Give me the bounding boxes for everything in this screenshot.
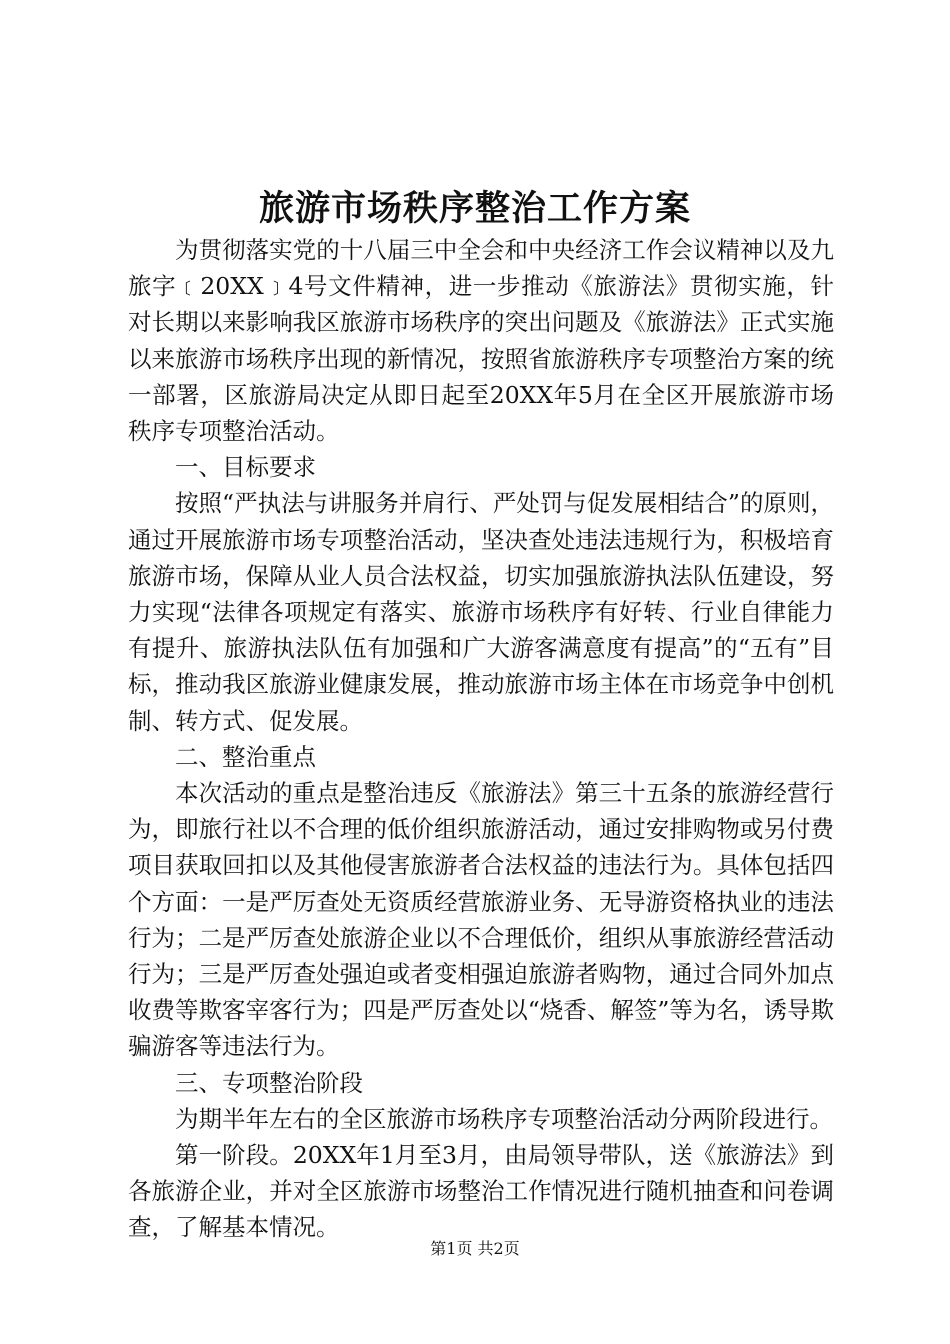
document-title: 旅游市场秩序整治工作方案 [258, 188, 691, 229]
document-body [128, 232, 834, 1246]
paragraph-intro: 为贯彻落实党的十八届三中全会和中央经济工作会议精神以及九旅字﹝20XX﹞4号文件精神，进一步推动《旅游法》贯彻实施，针对长期以来影响我区旅游市场秩序的突出问题及《旅游法》正式实施以来旅游市场秩序出现的新情况，按照省旅游秩序专项整治方案的统一部署，区旅游局决定从即日起至20XX年5月在全区开展旅游市场秩序专项整治活动。 [128, 236, 834, 446]
section-heading-stages: 三、专项整治阶段 [175, 1068, 363, 1097]
paragraph-stages: 为期半年左右的全区旅游市场秩序专项整治活动分两阶段进行。 [175, 1104, 833, 1133]
section-heading-focus: 二、整治重点 [175, 742, 316, 771]
paragraph-stage-one: 第一阶段。20XX年1月至3月，由局领导带队，送《旅游法》到各旅游企业，并对全区旅游市场整治工作情况进行随机抽查和问卷调查，了解基本情况。 [128, 1141, 834, 1242]
section-heading-goals: 一、目标要求 [175, 453, 316, 482]
paragraph-focus: 本次活动的重点是整治违反《旅游法》第三十五条的旅游经营行为，即旅行社以不合理的低价组织旅游活动，通过安排购物或另付费项目获取回扣以及其他侵害旅游者合法权益的违法行为。具体包括四个方面：一是严厉查处无资质经营旅游业务、无导游资格执业的违法行为；二是严厉查处旅游企业以不合理低价，组织从事旅游经营活动行为；三是严厉查处强迫或者变相强迫旅游者购物，通过合同外加点收费等欺客宰客行为；四是严厉查处以“烧香、解签”等为名，诱导欺骗游客等违法行为。 [128, 779, 834, 1061]
paragraph-goals: 按照“严执法与讲服务并肩行、严处罚与促发展相结合”的原则，通过开展旅游市场专项整治活动，坚决查处违法违规行为，积极培育旅游市场，保障从业人员合法权益，切实加强旅游执法队伍建设，努力实现“法律各项规定有落实、旅游市场秩序有好转、行业自律能力有提升、旅游执法队伍有加强和广大游客满意度有提高”的“五有”目标，推动我区旅游业健康发展，推动旅游市场主体在市场竞争中创机制、转方式、促发展。 [128, 489, 834, 735]
page-number-footer: 第1页 共2页 [430, 1239, 520, 1258]
